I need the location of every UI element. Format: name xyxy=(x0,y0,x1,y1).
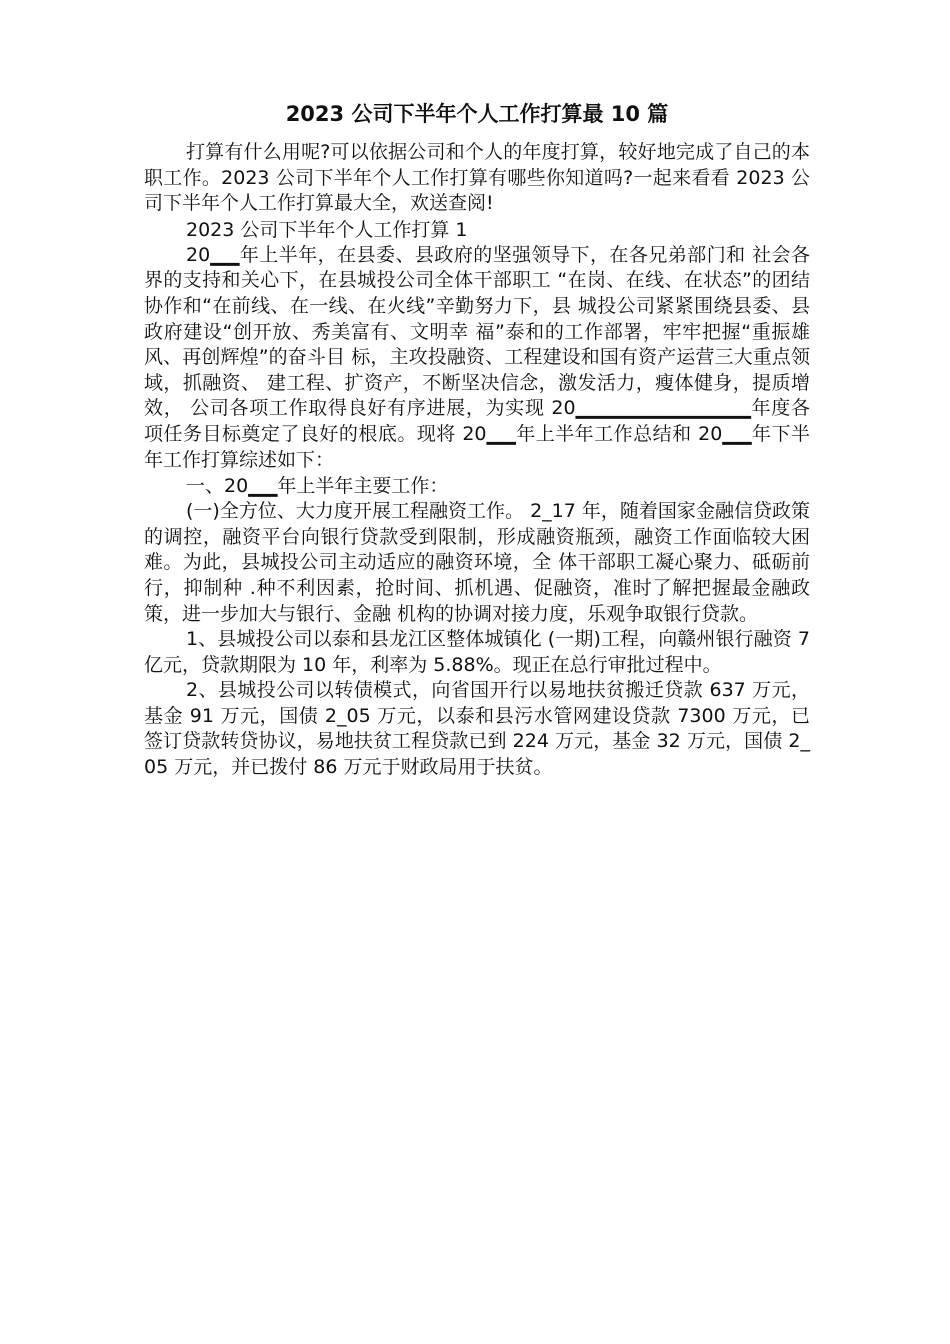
paragraph-1: 20▁▁年上半年，在县委、县政府的坚强领导下，在各兄弟部门和 社会各界的支持和关心下，在县城投公司全体干部职工 “在岗、在线、在状态”的团结协作和“在前线、在一线、在火线”辛勤努力下，县 城投公司紧紧围绕县委、县政府建设“创开放、秀美富有、文明幸 福”泰和的工作部署，牢牢把握“重振雄风、再创辉煌”的奋斗目 标，主攻投融资、工程建设和国有资产运营三大重点领域，抓融资、 建工程、扩资产，不断坚决信念，激发活力，瘦体健身，提质增效， 公司各项工作取得良好有序进展，为实现 20▁▁▁▁▁▁▁▁▁▁▁▁年度各项任务目标奠定了良好的根底。现将 20▁▁年上半年工作总结和 20▁▁年下半年工作打算综述如下： xyxy=(144,243,810,471)
paragraph-4: 2、县城投公司以转债模式，向省国开行以易地扶贫搬迁贷款 637 万元，基金 91 万元，国债 2_05 万元，以泰和县污水管网建设贷款 7300 万元，已签订贷款转贷协议，易地扶贫工程贷款已到 224 万元，基金 32 万元，国债 2_05 万元，并已拨付 86 万元于财政局用于扶贫。 xyxy=(144,679,810,779)
document-title: 2023 公司下半年个人工作打算最 10 篇 xyxy=(285,102,669,126)
paragraph-2: (一)全方位、大力度开展工程融资工作。 2_17 年，随着国家金融信贷政策的调控，融资平台向银行贷款受到限制，形成融资瓶颈，融资工作面临较大困难。为此，县城投公司主动适应的融资环境，全 体干部职工凝心聚力、砥砺前行，抑制种 .种不利因素，抢时间、抓机遇、促融资，准时了解把握最金融政策，进一步加大与银行、金融 机构的协调对接力度，乐观争取银行贷款。 xyxy=(144,500,810,625)
document-page xyxy=(144,96,810,781)
intro-paragraph: 打算有什么用呢?可以依据公司和个人的年度打算，较好地完成了自己的本职工作。2023 公司下半年个人工作打算有哪些你知道吗?一起来看看 2023 公司下半年个人工作打算最大全，欢送查阅! xyxy=(144,141,810,215)
section-title: 2023 公司下半年个人工作打算 1 xyxy=(186,218,468,241)
heading-1: 一、20▁▁年上半年主要工作： xyxy=(186,475,449,498)
paragraph-3: 1、县城投公司以泰和县龙江区整体城镇化 (一期)工程，向赣州银行融资 7 亿元，贷款期限为 10 年，利率为 5.88%。现正在总行审批过程中。 xyxy=(144,628,810,676)
